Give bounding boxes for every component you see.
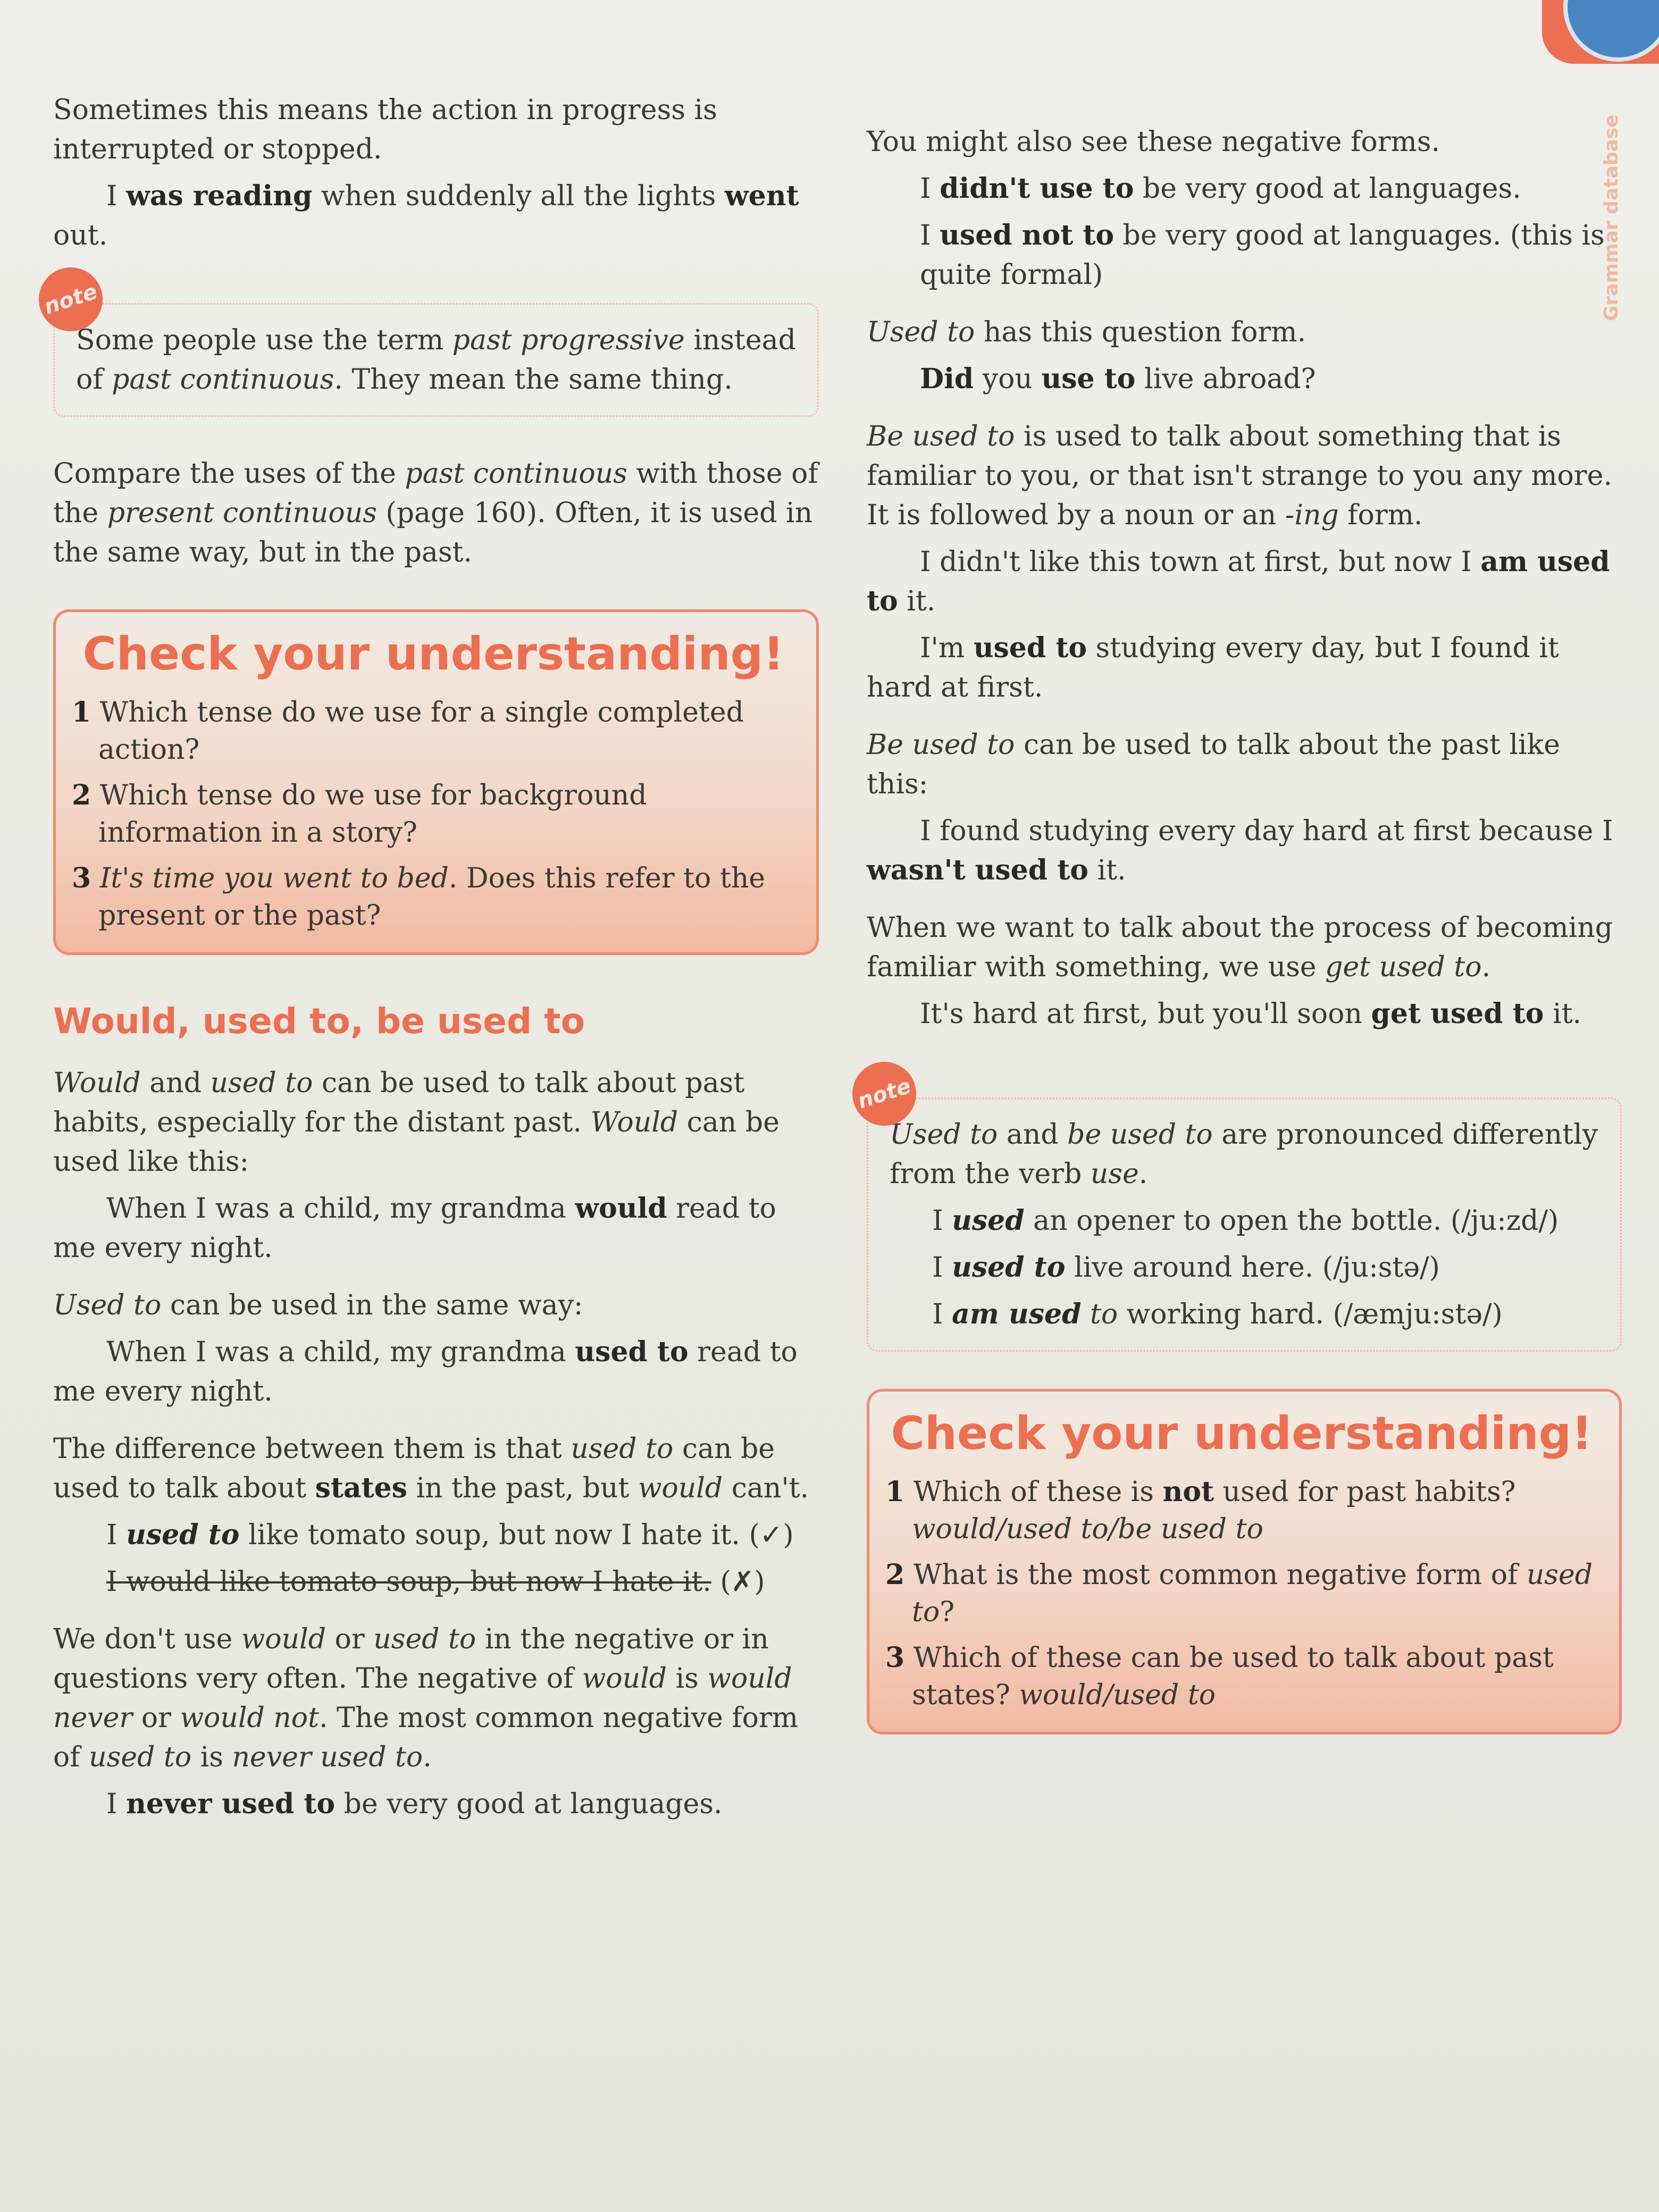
example-sentence: I'm used to studying every day, but I found it hard at first. [867, 632, 1559, 703]
right-column [854, 122, 1622, 1735]
example-sentence: I didn't like this town at first, but now I am used to it. [867, 546, 1610, 617]
note-example: I used an opener to open the bottle. (/ju:zd/) [932, 1204, 1559, 1237]
example-sentence: I found studying every day hard at first because I wasn't used to it. [867, 815, 1613, 886]
example-sentence: I used not to be very good at languages. (this is quite formal) [920, 219, 1605, 291]
check-understanding-box [53, 609, 819, 955]
check-question: 1 Which of these is not used for past habits? would/used to/be used to [885, 1476, 1516, 1545]
paragraph: The difference between them is that used to can be used to talk about states in the past, but would can't. [53, 1433, 809, 1504]
note-example: I used to live around here. (/ju:stə/) [932, 1251, 1440, 1284]
paragraph: Used to has this question form. [867, 316, 1306, 348]
note-text: Used to and be used to are pronounced differently from the verb use. [890, 1119, 1598, 1190]
check-question: 2 What is the most common negative form of used to? [885, 1559, 1593, 1628]
example-sentence: I used to like tomato soup, but now I hate it. (✓) [106, 1519, 794, 1551]
paragraph: Used to can be used in the same way: [53, 1289, 583, 1321]
paragraph: Be used to is used to talk about something that is familiar to you, or that isn't strange to you any more. It is followed by a noun or an -ing form. [867, 421, 1612, 531]
paragraph: Would and used to can be used to talk about past habits, especially for the distant past. Would can be used like this: [53, 1067, 780, 1178]
check-question: 3 It's time you went to bed. Does this refer to the present or the past? [72, 862, 766, 932]
corner-logo [1542, 0, 1659, 64]
note-box [854, 1074, 1622, 1352]
check-question: 3 Which of these can be used to talk about past states? would/used to [885, 1641, 1554, 1711]
check-understanding-box [867, 1389, 1622, 1735]
paragraph: Compare the uses of the past continuous with those of the present continuous (page 160). Often, it is used in the same way, but in the past. [53, 458, 818, 568]
example-sentence: When I was a child, my grandma used to read to me every night. [53, 1336, 798, 1407]
note-box [41, 279, 819, 417]
example-sentence: I never used to be very good at languages. [106, 1788, 723, 1820]
example-sentence: When I was a child, my grandma would read to me every night. [53, 1192, 776, 1264]
check-question: 1 Which tense do we use for a single completed action? [72, 696, 744, 766]
note-badge: note [30, 259, 111, 339]
example-sentence: I didn't use to be very good at languages. [920, 172, 1521, 205]
side-tab-label: Grammar database [1601, 114, 1622, 322]
example-sentence: It's hard at first, but you'll soon get used to it. [920, 998, 1582, 1030]
paragraph: Sometimes this means the action in progress is interrupted or stopped. [53, 94, 717, 165]
left-column [41, 90, 819, 1824]
section-heading: Would, used to, be used to [53, 1001, 585, 1042]
paragraph: When we want to talk about the process of becoming familiar with something, we use get used to. [867, 912, 1613, 983]
paragraph: Be used to can be used to talk about the past like this: [867, 729, 1560, 800]
paragraph: You might also see these negative forms. [867, 126, 1440, 158]
check-question: 2 Which tense do we use for background information in a story? [72, 779, 647, 849]
check-title: Check your understanding! [891, 1407, 1593, 1460]
example-sentence-incorrect: I would like tomato soup, but now I hate it. (✗) [106, 1566, 765, 1598]
note-example: I am used to working hard. (/æmju:stə/) [932, 1298, 1503, 1330]
globe-icon [1563, 0, 1659, 62]
note-badge: note [844, 1053, 924, 1134]
example-sentence: I was reading when suddenly all the lights went out. [53, 180, 799, 252]
note-text: Some people use the term past progressive instead of past continuous. They mean the same thing. [76, 324, 796, 396]
check-title: Check your understanding! [82, 627, 784, 681]
example-sentence: Did you use to live abroad? [920, 363, 1316, 395]
paragraph: We don't use would or used to in the negative or in questions very often. The negative of would is would never or would not. The most common negative form of used to is never used to. [53, 1623, 799, 1773]
